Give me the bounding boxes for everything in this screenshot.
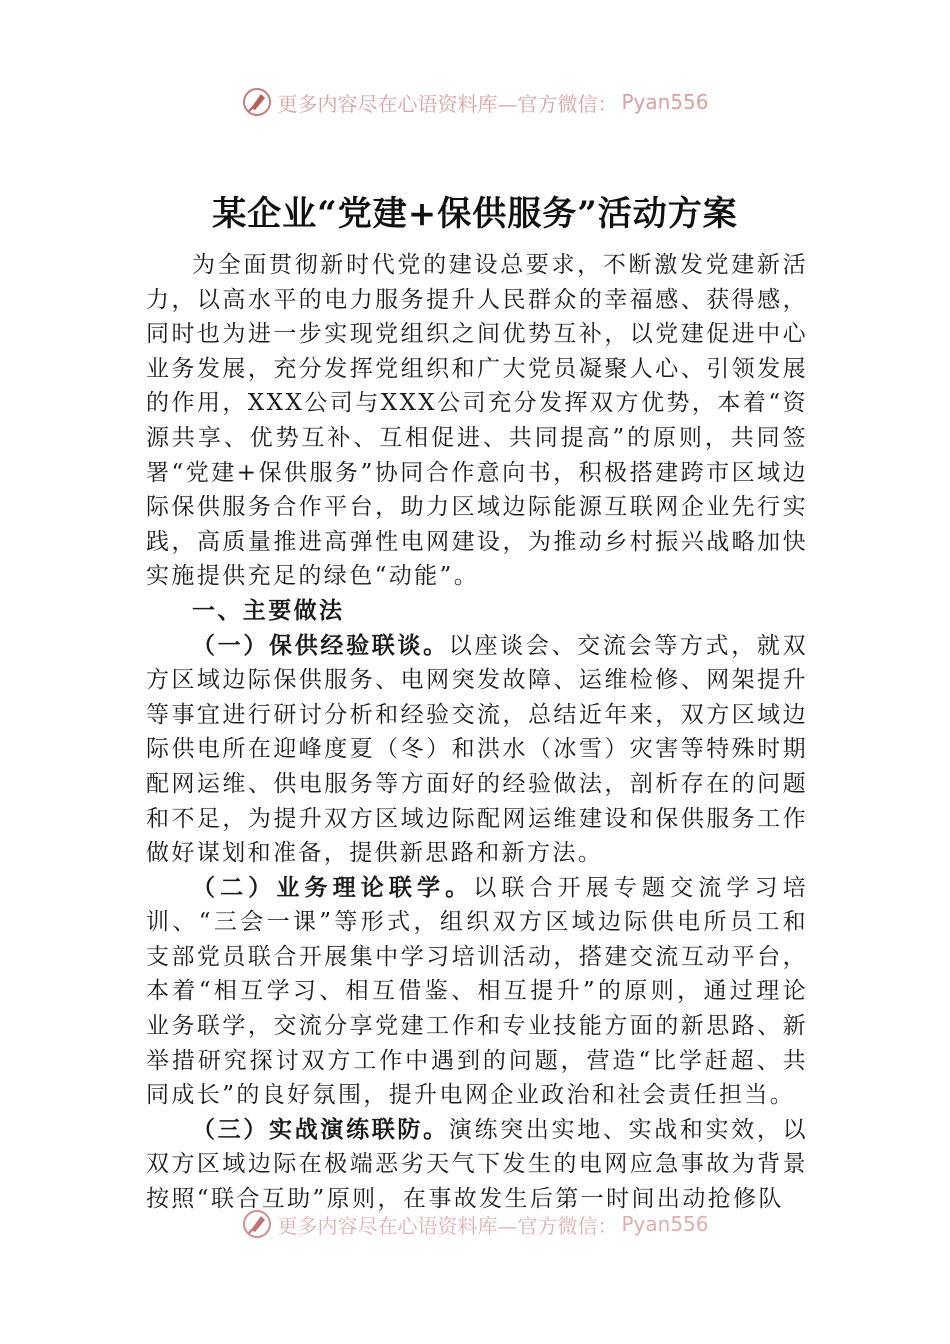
- document-body: [146, 248, 808, 1217]
- footer-watermark: [0, 1208, 950, 1240]
- section-heading: 一、主要做法: [192, 597, 345, 624]
- intro-paragraph: 为全面贯彻新时代党的建设总要求，不断激发党建新活力，以高水平的电力服务提升人民群众的幸福感、获得感，同时也为进一步实现党组织之间优势互补，以党建促进中心业务发展，充分发挥党组织和广大党员凝聚人心、引领发展的作用，XXX公司与XXX公司充分发挥双方优势，本着“资源共享、优势互补、互相促进、共同提高”的原则，共同签署“党建+保供服务”协同合作意向书，积极搭建跨市区域边际保供服务合作平台，助力区域边际能源互联网企业先行实践，高质量推进高弹性电网建设，为推动乡村振兴战略加快实施提供充足的绿色“动能”。: [146, 252, 808, 590]
- item-body: 以座谈会、交流会等方式，就双方区域边际保供服务、电网突发故障、运维检修、网架提升等事宜进行研讨分析和经验交流，总结近年来，双方区域边际供电所在迎峰度夏（冬）和洪水（冰雪）灾害等特殊时期配网运维、供电服务等方面好的经验做法，剖析存在的问题和不足，为提升双方区域边际配网运维建设和保供服务工作做好谋划和准备，提供新思路和新方法。: [146, 632, 808, 867]
- pen-nib-logo-icon: [241, 1208, 273, 1240]
- item-heading: （三）实战演练联防。: [192, 1116, 449, 1143]
- watermark-wechat-id: Pyan556: [621, 1212, 709, 1236]
- list-item: [146, 629, 808, 871]
- watermark-text: 更多内容尽在心语资料库—官方微信：: [277, 91, 618, 116]
- document-title: 某企业“党建+保供服务”活动方案: [212, 194, 738, 234]
- pen-nib-logo-icon: [241, 86, 273, 118]
- item-body: 演练突出实地、实战和实效，以双方区域边际在极端恶劣天气下发生的电网应急事故为背景按照“联合互助”原则，在事故发生后第一时间出动抢修队: [146, 1116, 808, 1213]
- list-item: [146, 871, 808, 1113]
- header-watermark: [0, 86, 950, 118]
- list-item: [146, 1113, 808, 1217]
- item-heading: （一）保供经验联谈。: [192, 632, 449, 659]
- item-heading: （二）业务理论联学。: [192, 874, 474, 901]
- item-body: 以联合开展专题交流学习培训、“三会一课”等形式，组织双方区域边际供电所员工和支部党员联合开展集中学习培训活动，搭建交流互动平台，本着“相互学习、相互借鉴、相互提升”的原则，通过理论业务联学，交流分享党建工作和专业技能方面的新思路、新举措研究探讨双方工作中遇到的问题，营造“比学赶超、共同成长”的良好氛围，提升电网企业政治和社会责任担当。: [146, 874, 808, 1109]
- watermark-text: 更多内容尽在心语资料库—官方微信：: [277, 1213, 618, 1238]
- watermark-wechat-id: Pyan556: [621, 90, 709, 114]
